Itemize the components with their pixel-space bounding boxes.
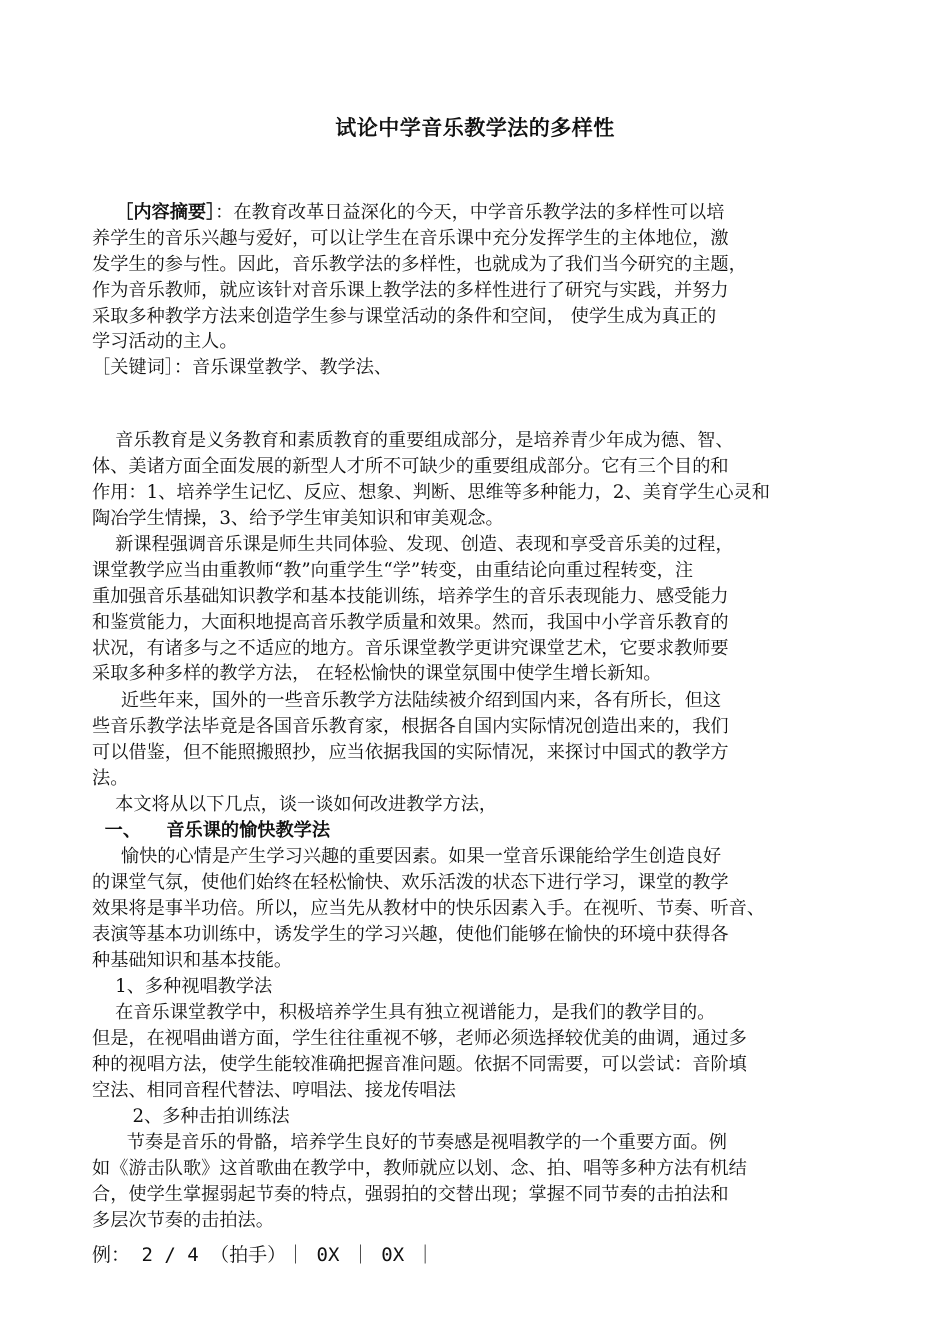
subsection-line: 在音乐课堂教学中，积极培养学生具有独立视谱能力，是我们的教学目的。 — [92, 1002, 716, 1023]
body-line: 采取多种多样的教学方法， 在轻松愉快的课堂氛围中使学生增长新知。 — [92, 663, 662, 684]
subsection-line: 如《游击队歌》这首歌曲在教学中，教师就应以划、念、拍、唱等多种方法有机结 — [92, 1158, 747, 1179]
section-line: 表演等基本功训练中，诱发学生的学习兴趣，使他们能够在愉快的环境中获得各 — [92, 924, 729, 945]
subsection-line: 多层次节奏的击拍法。 — [92, 1210, 274, 1231]
abstract-line: 发学生的参与性。因此，音乐教学法的多样性，也就成为了我们当今研究的主题， — [92, 254, 747, 275]
body-line: 作用：1、培养学生记忆、反应、想象、判断、思维等多种能力，2、美育学生心灵和 — [92, 482, 770, 503]
section-line: 种基础知识和基本技能。 — [92, 950, 293, 971]
abstract-line: 采取多种教学方法来创造学生参与课堂活动的条件和空间， 使学生成为真正的 — [92, 306, 717, 327]
body-line: 体、美诸方面全面发展的新型人才所不可缺少的重要组成部分。它有三个目的和 — [92, 456, 729, 477]
subsection-line: 合，使学生掌握弱起节奏的特点，强弱拍的交替出现；掌握不同节奏的击拍法和 — [92, 1184, 729, 1205]
abstract-label: ［内容摘要］ — [115, 202, 216, 223]
body-line: 些音乐教学法毕竟是各国音乐教育家，根据各自国内实际情况创造出来的，我们 — [92, 716, 729, 737]
abstract-line: 作为音乐教师，就应该针对音乐课上教学法的多样性进行了研究与实践，并努力 — [92, 280, 729, 301]
section-line: 的课堂气氛，使他们始终在轻松愉快、欢乐活泼的状态下进行学习，课堂的教学 — [92, 872, 729, 893]
body-line: 状况，有诸多与之不适应的地方。音乐课堂教学更讲究课堂艺术，它要求教师要 — [92, 638, 729, 659]
body-line: 和鉴赏能力，大面积地提高音乐教学质量和效果。然而，我国中小学音乐教育的 — [92, 612, 729, 633]
subsection-line: 节奏是音乐的骨骼，培养学生良好的节奏感是视唱教学的一个重要方面。例 — [92, 1132, 727, 1153]
body-line: 重加强音乐基础知识教学和基本技能训练，培养学生的音乐表现能力、感受能力 — [92, 586, 729, 607]
document-title: 试论中学音乐教学法的多样性 — [335, 116, 615, 140]
body-line: 近些年来，国外的一些音乐教学方法陆续被介绍到国内来，各有所长，但这 — [92, 690, 722, 711]
section-line: 效果将是事半功倍。所以，应当先从教材中的快乐因素入手。在视听、节奏、听音、 — [92, 898, 765, 919]
subsection-heading: 1、多种视唱教学法 — [92, 976, 273, 997]
subsection-line: 空法、相同音程代替法、哼唱法、接龙传唱法 — [92, 1080, 456, 1101]
keywords-line: ［关键词］：音乐课堂教学、教学法、 — [92, 357, 393, 378]
abstract-line: 学习活动的主人。 — [92, 331, 238, 352]
subsection-line: 但是，在视唱曲谱方面，学生往往重视不够，老师必须选择较优美的曲调，通过多 — [92, 1028, 747, 1049]
body-line: 法。 — [92, 768, 129, 789]
body-line: 新课程强调音乐课是师生共同体验、发现、创造、表现和享受音乐美的过程， — [92, 534, 734, 555]
abstract-line: ［内容摘要］：在教育改革日益深化的今天，中学音乐教学法的多样性可以培 — [115, 202, 725, 223]
abstract-line: 养学生的音乐兴趣与爱好，可以让学生在音乐课中充分发挥学生的主体地位，激 — [92, 228, 729, 249]
section-line: 愉快的心情是产生学习兴趣的重要因素。如果一堂音乐课能给学生创造良好 — [92, 846, 722, 867]
subsection-line: 种的视唱方法，使学生能较准确把握音准问题。依据不同需要，可以尝试：音阶填 — [92, 1054, 747, 1075]
body-line: 本文将从以下几点，谈一谈如何改进教学方法， — [92, 794, 498, 815]
body-line: 可以借鉴，但不能照搬照抄，应当依据我国的实际情况，来探讨中国式的教学方 — [92, 742, 729, 763]
body-line: 课堂教学应当由重教师“教”向重学生“学”转变，由重结论向重过程转变，注 — [92, 560, 694, 581]
body-line: 音乐教育是义务教育和素质教育的重要组成部分，是培养青少年成为德、智、 — [92, 430, 734, 451]
rhythm-example: 例： 2 / 4 （拍手）｜ 0X ｜ 0X ｜ — [92, 1244, 435, 1266]
subsection-heading: 2、多种击拍训练法 — [92, 1106, 290, 1127]
body-line: 陶冶学生情操，3、给予学生审美知识和审美观念。 — [92, 508, 504, 529]
section-heading: 一、 音乐课的愉快教学法 — [92, 820, 331, 841]
